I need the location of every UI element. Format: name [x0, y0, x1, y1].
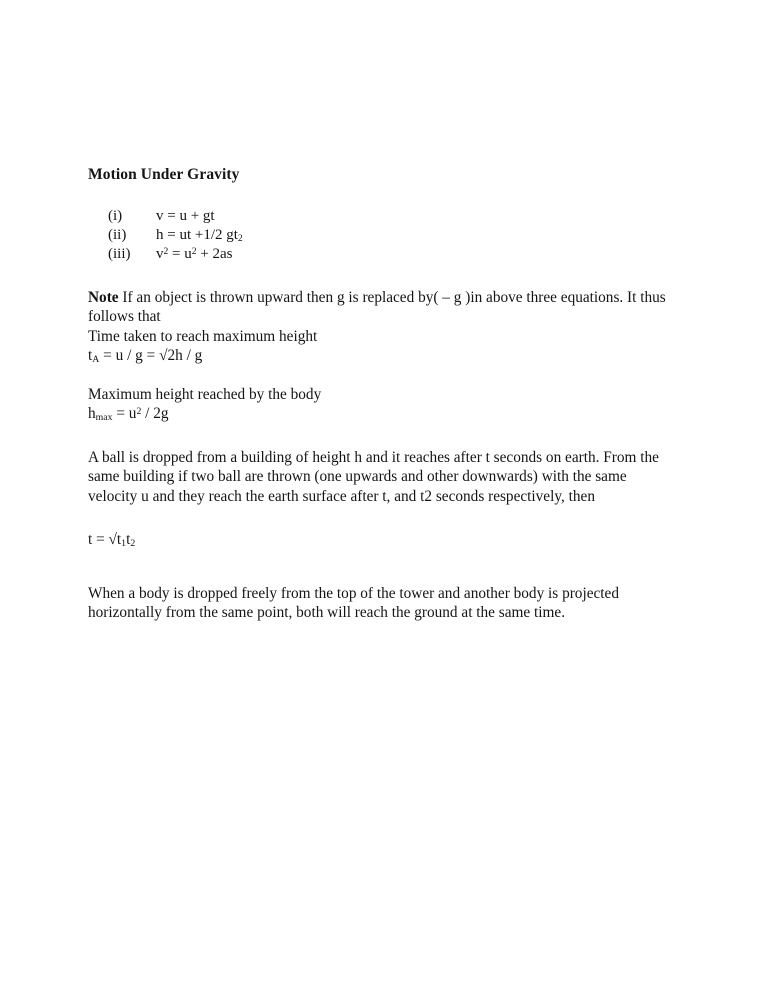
note-body: If an object is thrown upward then g is replaced by( – g )in above three equations. It thus follows that: [88, 288, 666, 326]
time-formula-subscript: A: [92, 354, 100, 366]
page-title: Motion Under Gravity: [88, 166, 240, 183]
equation-number: (iii): [108, 245, 131, 262]
time-section-lead: Time taken to reach maximum height: [88, 327, 318, 345]
closing-paragraph: When a body is dropped freely from the top of the tower and another body is projected horizontally from the same point, both will reach the ground at the same time.: [88, 584, 619, 622]
equation-superscript: 2: [191, 245, 197, 257]
ball-formula-subscript-2: 2: [130, 538, 136, 550]
equation-subscript: 2: [237, 232, 243, 244]
equation-number: (ii): [108, 226, 127, 243]
equation-row: [88, 245, 668, 264]
equation-superscript: 2: [163, 245, 169, 257]
equation-row: [88, 207, 668, 226]
equation-list: [88, 207, 668, 264]
equation-number: (i): [108, 207, 123, 224]
height-formula-superscript: 2: [136, 405, 142, 417]
note-label: Note: [88, 288, 119, 306]
height-formula-prefix: h: [88, 405, 96, 423]
equation-body: h = ut +1/2 $gt_2$: [156, 226, 243, 244]
time-formula-rest: = u / g = √2h / g: [99, 347, 203, 365]
time-formula-prefix: t: [88, 347, 93, 365]
equation-body: $v^2 = u^2 + 2as$: [156, 245, 233, 262]
ball-formula-subscript-1: 1: [121, 538, 127, 550]
height-formula-rest: / 2g: [141, 405, 169, 423]
height-formula-subscript: max: [95, 412, 113, 424]
ball-paragraph: A ball is dropped from a building of height h and it reaches after t seconds on earth. From the same building if two ball are thrown (one upwards and other downwards) with the same velocity u and they reach the earth surface after t, and t2 seconds respectively, then: [88, 448, 659, 505]
height-formula-mid: = u: [112, 405, 137, 423]
ball-formula: [88, 530, 668, 550]
time-formula: [88, 346, 668, 366]
height-section-lead: Maximum height reached by the body: [88, 385, 322, 403]
height-formula: [88, 404, 668, 424]
document-content: [88, 166, 668, 623]
ball-formula-mid: t: [126, 531, 131, 549]
note-paragraph: [88, 288, 668, 327]
equation-row: [88, 226, 668, 245]
equation-body: v = u + gt: [156, 207, 215, 224]
ball-formula-prefix: t = √t: [88, 531, 122, 549]
